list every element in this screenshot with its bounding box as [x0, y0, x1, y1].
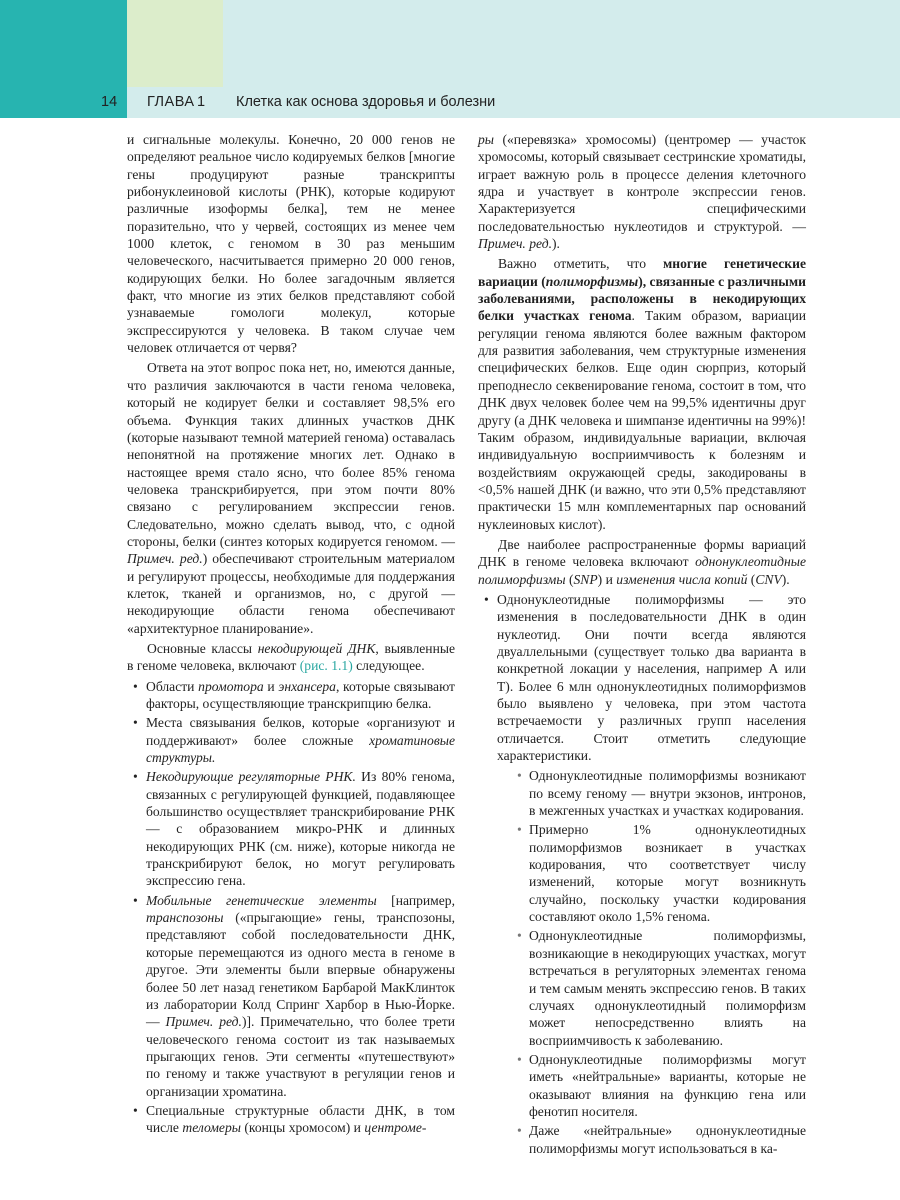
sub-list-item: • Однонуклеотидные полиморфизмы возникают по всему геному — внутри экзонов, интронов, в межгенных участках и участках кодирования.	[497, 767, 806, 819]
list-item: • Однонуклеотидные полиморфизмы — это изменения в последовательности ДНК в один нуклеотид. Они почти всегда являются двуаллельными (существует только два варианта в конкретной локации у населения, например А или Т). Более 6 млн однонуклеотидных полиморфизмов было выявлено у человека, при этом частота встречаемости у различных групп населения отличается. Стоит отметить следующие характеристики. • Однонуклеотидные полиморфизмы возникают по всему геному — внутри экзонов, интронов, в межгенных участках и участках кодирования. • Примерно 1% однонуклеотидных полиморфизмов возникает в участках кодирования, что соответствует числу изменений, которые могут возникнуть случайно, поскольку участки кодирования составляют около 1,5% генома. • Однонуклеотидные полиморфизмы, возникающие в некодирующих участках, могут встречаться в регуляторных элементах генома и тем самым менять экспрессию генов. В таких случаях однонуклеотидный полиморфизм может непосредственно влиять на восприимчивость к заболеванию. • Однонуклеотидные полиморфизмы могут иметь «нейтральные» варианты, которые не оказывают влияния на функцию гена или фенотип носителя. • Даже «нейтральные» однонуклеотидные полиморфизмы могут использоваться в ка-	[478, 591, 806, 1157]
left-column	[127, 131, 455, 1137]
right-column	[478, 131, 806, 1157]
chapter-number: 1	[197, 94, 206, 110]
variation-list	[478, 591, 806, 1157]
list-item: • Места связывания белков, которые «организуют и поддерживают» более сложные хроматиновые структуры.	[127, 714, 455, 766]
running-header	[0, 94, 900, 114]
paragraph: ры («перевязка» хромосомы) (центромер — участок хромосомы, который связывает сестринские хроматиды, играет важную роль в процессе деления клеточного ядра и участвует в контроле экспрессии генов. Характеризуется специфическими последовательностью нуклеотидов и структурой. — Примеч. ред.).	[478, 132, 806, 252]
paragraph: Ответа на этот вопрос пока нет, но, имеются данные, что различия заключаются в части генома человека, который не кодирует белки и составляет 98,5% его объема. Функция таких длинных участков ДНК (которые называют темной материей генома) оставалась непонятной на протяжение многих лет. Однако в настоящее время стало ясно, что более 85% генома человека транскрибируется, при этом почти 80% связано с регулированием экспрессии генов. Следовательно, можно сделать вывод, что, с одной стороны, белки (синтез которых кодируется геномом. — Примеч. ред.) обеспечивают строительным материалом и регулируют процессы, необходимые для поддержания клеток, тканей и организмов, но, с другой — некодирующие области генома обеспечивают «архитектурное планирование».	[127, 360, 455, 636]
header-green-block	[127, 0, 223, 87]
paragraph: Две наиболее распространенные формы вариаций ДНК в геноме человека включают однонуклеотидные полиморфизмы (SNP) и изменения числа копий (CNV).	[478, 536, 806, 587]
page-number: 14	[101, 94, 118, 110]
list-item: • Области промотора и энхансера, которые связывают факторы, осуществляющие транскрипцию белка.	[127, 678, 455, 713]
list-item: • Специальные структурные области ДНК, в том числе теломеры (концы хромосом) и центроме-	[127, 1102, 455, 1137]
sub-list-item: • Примерно 1% однонуклеотидных полиморфизмов возникает в участках кодирования, что соответствует числу изменений, которые могут возникнуть случайно, поскольку участки кодирования составляют около 1,5% генома.	[497, 821, 806, 925]
chapter-title: Клетка как основа здоровья и болезни	[236, 94, 496, 110]
paragraph: Основные классы некодирующей ДНК, выявленные в геноме человека, включают (рис. 1.1) следующее.	[127, 640, 456, 674]
sub-list-item: • Однонуклеотидные полиморфизмы, возникающие в некодирующих участках, могут встречаться в регуляторных элементах генома и тем самым менять экспрессию генов. В таких случаях однонуклеотидный полиморфизм может непосредственно влиять на восприимчивость к заболеванию.	[497, 927, 806, 1048]
paragraph: и сигнальные молекулы. Конечно, 20 000 генов не определяют реальное число кодируемых белков [многие гены продуцируют разные транскрипты рибонуклеиновой кислоты (РНК), которые кодируют различные изоформы белка], тем не менее поразительно, что у червей, состоящих из менее чем 1000 клеток, с геномом в 30 раз меньшим человеческого, насчитывается примерно 20 000 генов, кодирующих белки. Но более загадочным является факт, что многие из этих белков представляют собой узнаваемые гомологи молекул, которые экспрессируются у человека. В таком случае чем человек отличается от червя?	[127, 132, 455, 356]
sub-list-item: • Однонуклеотидные полиморфизмы могут иметь «нейтральные» варианты, которые не оказывают влияния на функцию гена или фенотип носителя.	[497, 1051, 806, 1120]
list-item: • Мобильные генетические элементы [например, транспозоны («прыгающие» гены, транспозоны, представляют собой последовательности ДНК, которые перемещаются из одного места в геноме в другое. Эти элементы были впервые обнаружены более 50 лет назад генетиком Барбарой МакКлинток из лаборатории Колд Спринг Харбор в Нью-Йорке. — Примеч. ред.)]. Примечательно, что более трети человеческого генома состоит из так называемых прыгающих генов. Эти сегменты «путешествуют» по геному и также участвуют в регуляции генов и организации хроматина.	[127, 892, 455, 1100]
paragraph: Важно отметить, что многие генетические вариации (полиморфизмы), связанные с различными заболеваниями, расположены в некодирующих белки участках генома. Таким образом, вариации регуляции генома являются более важным фактором для развития заболевания, чем структурные изменения специфических белков. Еще один сюрприз, который преподнесло секвенирование генома, состоит в том, что ДНК двух человек более чем на 99,5% идентичны друг другу (а ДНК человека и шимпанзе идентичны на 99%)! Таким образом, индивидуальные вариации, включая индивидуальную восприимчивость к болезням и воздействиям окружающей среды, закодированы в <0,5% нашей ДНК (и важно, что эти 0,5% представляют практически 15 млн комплементарных пар оснований нуклеиновых кислот).	[478, 256, 807, 532]
list-item: • Некодирующие регуляторные РНК. Из 80% генома, связанных с регулирующей функцией, подавляющее большинство осуществляет транскрибирование РНК — с образованием микро-РНК и длинных некодирующих РНК (см. ниже), которые никогда не транскрибируют белок, но могут регулировать экспрессию гена.	[127, 768, 455, 889]
sub-list-item: • Даже «нейтральные» однонуклеотидные полиморфизмы могут использоваться в ка-	[497, 1122, 806, 1157]
noncoding-dna-list	[127, 678, 455, 1137]
snp-characteristics-list	[497, 767, 806, 1157]
figure-reference: (рис. 1.1)	[299, 658, 353, 674]
chapter-label: ГЛАВА	[147, 94, 195, 110]
